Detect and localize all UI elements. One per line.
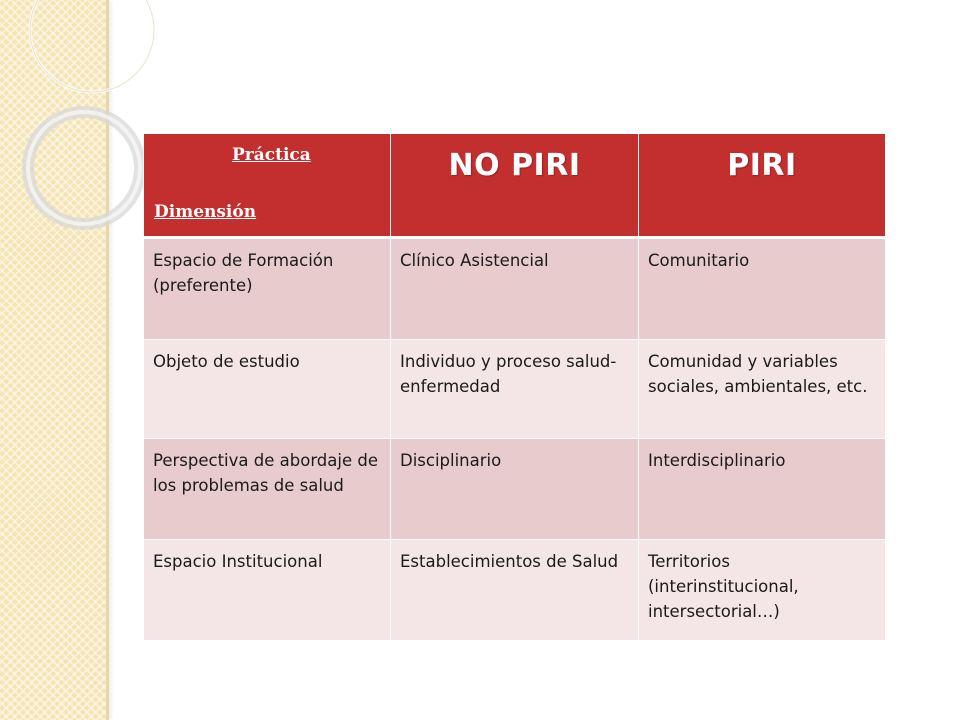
cell-text: Comunidad y variables sociales, ambientales, etc. [648,352,868,396]
cell-no-piri [391,540,639,641]
cell-text: Individuo y proceso salud-enfermedad [400,352,617,396]
cell-text: Perspectiva de abordaje de los problemas de salud [153,451,378,495]
dimension-label: Dimensión [154,202,257,222]
cell-piri [639,340,886,439]
cell-text: Comunitario [648,251,750,270]
cell-dimension [144,439,391,540]
cell-text: Clínico Asistencial [400,251,549,270]
cell-piri [639,439,886,540]
cell-text: Territorios (interinstitucional, intersectorial…) [648,552,799,621]
cell-text: Espacio de Formación (preferente) [153,251,334,295]
header-piri: PIRI [727,148,797,183]
cell-piri [639,540,886,641]
table-header-row [144,134,886,238]
cell-text: Interdisciplinario [648,451,786,470]
cell-no-piri [391,340,639,439]
table-row [144,340,886,439]
cell-dimension [144,340,391,439]
table-row [144,439,886,540]
cell-no-piri [391,238,639,340]
cell-text: Objeto de estudio [153,352,300,371]
table-row [144,238,886,340]
cell-text: Espacio Institucional [153,552,323,571]
header-no-piri: NO PIRI [448,148,581,183]
cell-no-piri [391,439,639,540]
cell-piri [639,238,886,340]
comparison-table [143,133,886,641]
header-cell-piri [639,134,886,238]
cell-dimension [144,540,391,641]
table-row [144,540,886,641]
cell-text: Disciplinario [400,451,502,470]
cell-text: Establecimientos de Salud [400,552,619,571]
cell-dimension [144,238,391,340]
header-cell-no-piri [391,134,639,238]
header-cell-dimension [144,134,391,238]
practica-label: Práctica [232,145,311,165]
decorative-rings [0,0,160,300]
